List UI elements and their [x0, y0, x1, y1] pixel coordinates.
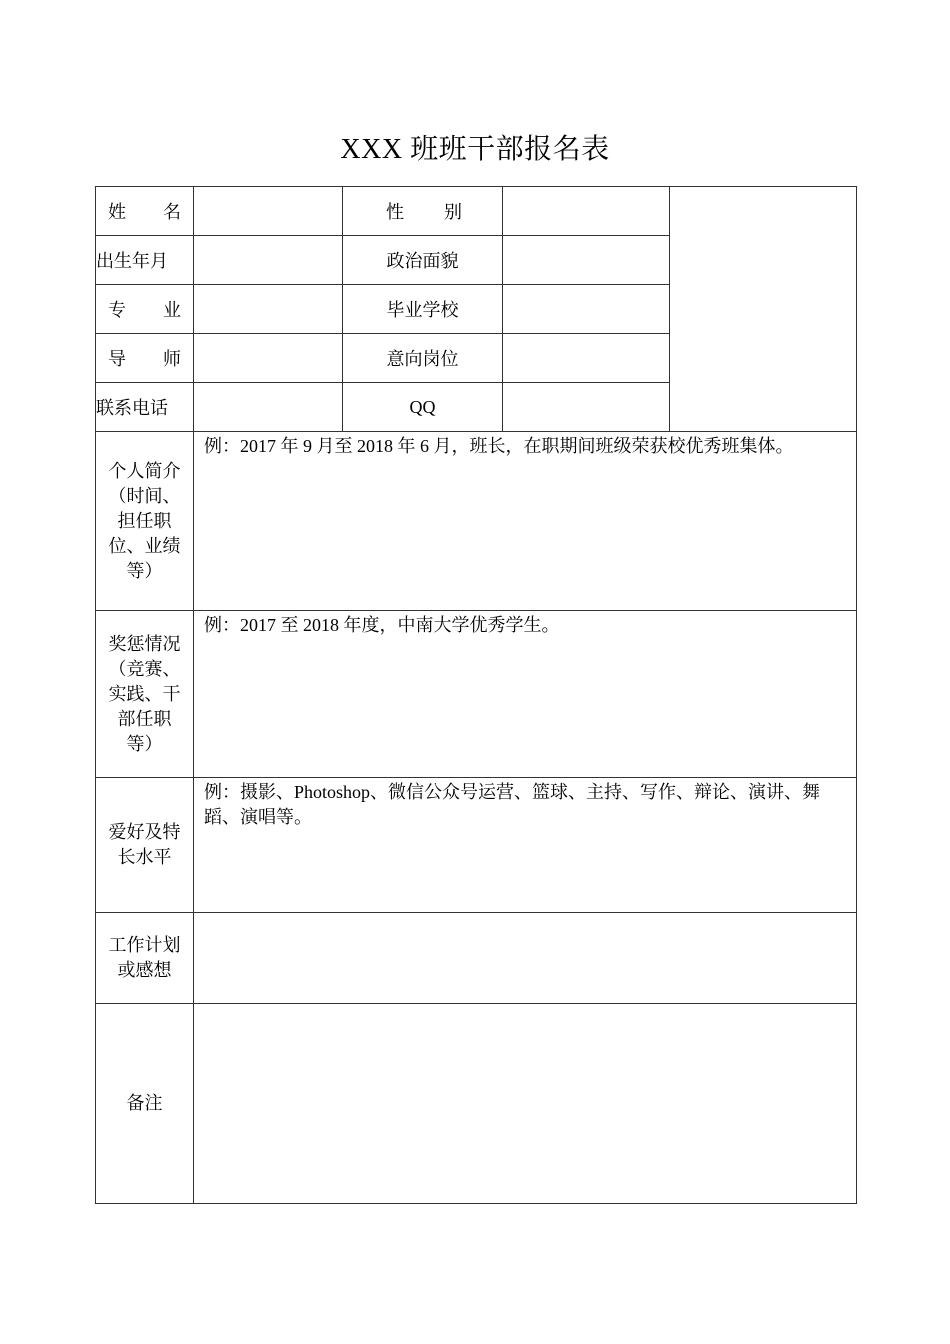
- label-hobbies: 爱好及特 长水平: [96, 778, 194, 913]
- label-major-char-1: 专: [108, 300, 126, 320]
- label-name: [96, 187, 194, 236]
- label-birth-date: 出生年月: [96, 236, 194, 285]
- table-row-hobbies: [96, 778, 857, 913]
- page-title: XXX 班班干部报名表: [340, 134, 610, 165]
- label-phone: 联系电话: [96, 383, 194, 432]
- label-major: [96, 285, 194, 334]
- name-value-cell[interactable]: [194, 187, 343, 236]
- notes-content[interactable]: [194, 1004, 857, 1204]
- qq-value-cell[interactable]: [503, 383, 670, 432]
- table-row-intro: [96, 432, 857, 611]
- hobbies-example: 例：摄影、Photoshop、微信公众号运营、篮球、主持、写作、辩论、演讲、舞蹈、演唱等。: [204, 782, 821, 827]
- personal-intro-content[interactable]: [194, 432, 857, 611]
- political-status-value-cell[interactable]: [503, 236, 670, 285]
- graduate-school-value-cell[interactable]: [503, 285, 670, 334]
- personal-intro-example: 例：2017 年 9 月至 2018 年 6 月，班长，在职期间班级荣获校优秀班集体。: [204, 436, 794, 456]
- hobbies-content[interactable]: [194, 778, 857, 913]
- label-advisor: [96, 334, 194, 383]
- label-desired-position: 意向岗位: [343, 334, 503, 383]
- label-work-plan: 工作计划 或感想: [96, 913, 194, 1004]
- label-qq: QQ: [343, 383, 503, 432]
- label-gender: [343, 187, 503, 236]
- table-row-name: [96, 187, 857, 236]
- table-row-notes: [96, 1004, 857, 1204]
- photo-cell[interactable]: [670, 187, 857, 432]
- work-plan-content[interactable]: [194, 913, 857, 1004]
- label-gender-char-1: 性: [386, 202, 404, 222]
- gender-value-cell[interactable]: [503, 187, 670, 236]
- label-gender-char-2: 别: [444, 202, 462, 222]
- table-row-awards: [96, 611, 857, 778]
- label-personal-intro: 个人简介 （时间、 担任职 位、业绩 等）: [96, 432, 194, 611]
- desired-position-value-cell[interactable]: [503, 334, 670, 383]
- label-graduate-school: 毕业学校: [343, 285, 503, 334]
- birth-date-value-cell[interactable]: [194, 236, 343, 285]
- registration-form-table: [95, 186, 857, 1204]
- awards-example: 例：2017 至 2018 年度，中南大学优秀学生。: [204, 615, 560, 635]
- awards-content[interactable]: [194, 611, 857, 778]
- advisor-value-cell[interactable]: [194, 334, 343, 383]
- label-political-status: 政治面貌: [343, 236, 503, 285]
- label-awards: 奖惩情况 （竞赛、 实践、干 部任职 等）: [96, 611, 194, 778]
- label-notes: 备注: [96, 1004, 194, 1204]
- label-advisor-char-1: 导: [108, 349, 126, 369]
- major-value-cell[interactable]: [194, 285, 343, 334]
- table-row-plan: [96, 913, 857, 1004]
- label-major-char-2: 业: [163, 300, 181, 320]
- label-name-char-2: 名: [163, 202, 181, 222]
- phone-value-cell[interactable]: [194, 383, 343, 432]
- label-name-char-1: 姓: [108, 202, 126, 222]
- label-advisor-char-2: 师: [163, 349, 181, 369]
